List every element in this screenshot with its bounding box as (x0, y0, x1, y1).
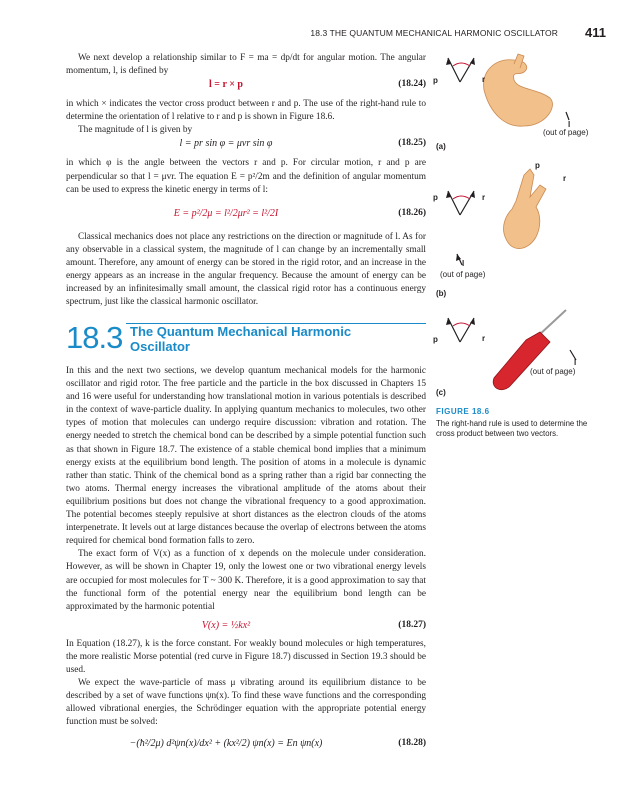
screwdriver-shaft (538, 310, 566, 336)
rotation-arc (453, 323, 470, 326)
label-r: r (482, 193, 486, 202)
label-out-of-page: (out of page) (440, 270, 486, 279)
paragraph: The magnitude of l is given by (78, 125, 193, 136)
label-l: l (574, 358, 577, 367)
label-r: r (563, 174, 567, 183)
body-text-block (66, 365, 426, 755)
panel-label-b: (b) (436, 289, 447, 298)
equation-18-24 (66, 78, 426, 98)
label-r: r (482, 75, 486, 84)
panel-label-c: (c) (436, 388, 446, 397)
section-title-line: Oscillator (130, 339, 190, 354)
screwdriver-illustration (426, 306, 626, 402)
equation-number: (18.24) (398, 79, 426, 90)
rotation-arc (453, 63, 470, 66)
curled-hand-shape (484, 60, 553, 126)
equation-18-28 (66, 729, 426, 755)
running-head-text: 18.3 THE QUANTUM MECHANICAL HARMONIC OSCILLATOR (310, 28, 558, 38)
hand-curl-illustration (426, 50, 626, 150)
panel-label-a: (a) (436, 142, 446, 151)
figure-18-6-c (426, 306, 626, 402)
section-heading (66, 320, 426, 360)
figure-caption-title: FIGURE 18.6 (436, 407, 490, 416)
equation-number: (18.27) (398, 619, 426, 630)
label-p: p (433, 193, 438, 202)
paragraph: We next develop a relationship similar to F = ma = dp/dt for angular motion. The angular momentum, l, is defined by (66, 53, 426, 77)
label-r: r (482, 334, 486, 343)
label-out-of-page: (out of page) (543, 128, 589, 137)
equation-text: l = pr sin φ = μvr sin φ (179, 138, 273, 150)
label-l: l (568, 120, 571, 129)
label-p: p (535, 161, 540, 170)
paragraph: In Equation (18.27), k is the force constant. For weakly bound molecules or high temperatures, the more realistic Morse potential (red curve in Figure 18.7) discussed in Section 19.3 should be used. (66, 638, 426, 675)
figure-18-6-b (426, 155, 626, 300)
equation-number: (18.26) (398, 207, 426, 218)
label-l: l (462, 259, 465, 268)
figure-caption-text: The right-hand rule is used to determine the cross product between two vectors. (436, 419, 588, 438)
pointing-hand-shape (504, 169, 546, 249)
screwdriver-handle (493, 332, 550, 390)
top-text-block (66, 52, 426, 309)
paragraph: In this and the next two sections, we develop quantum mechanical models for the harmonic oscillator and rigid rotor. The free particle and the particle in the box discussed in Chapters 15 and 16 were useful for understanding how translational motion in various potentials is described in the context of wave-particle duality. In applying quantum mechanics to molecules, two other types of motion that molecules can undergo require discussion: vibration and rotation. The energy needed to stretch the chemical bond can be described by a simple potential function such as that shown in Figure 18.7. The existence of a stable chemical bond implies that a minimum energy exists at the equilibrium bond length. The position of atoms in a molecule is dynamic rather than static. Think of the chemical bond as a spring rather than a rigid bar connecting the two atoms. Thermal energy increases the vibrational amplitude of the atoms about their equilibrium positions but does not change the vibrational frequency to a good approximation. The potential becomes steeply repulsive at short distances as the electron clouds of the atoms interpenetrate. It levels out at large distances because the overlap of electrons between the atoms required for chemical bond formation falls to zero. (66, 366, 426, 547)
running-header (0, 18, 626, 44)
page-number: 411 (585, 25, 606, 40)
label-p: p (433, 335, 438, 344)
rotation-arc (453, 196, 470, 199)
vector-l-line (566, 112, 569, 120)
section-title (130, 324, 351, 354)
paragraph: We expect the wave-particle of mass μ vibrating around its equilibrium distance to be described by a set of wave functions ψn(x). To find these wave functions and the corresponding allowed vibrational energies, the Schrödinger equation with the appropriate potential energy function must be solved: (66, 678, 426, 728)
paragraph: in which φ is the angle between the vectors r and p. For circular motion, r and p are perpendicular so that l = μvr. The equation E = p²/2m and the definition of angular momentum can be used to express the kinetic energy in terms of l: (66, 158, 426, 195)
equation-number: (18.28) (398, 738, 426, 749)
label-p: p (433, 76, 438, 85)
equation-text: V(x) = ½kx² (201, 619, 251, 631)
equation-text: l = r × p (209, 79, 243, 91)
equation-18-27 (66, 614, 426, 638)
paragraph: Classical mechanics does not place any restrictions on the direction or magnitude of l. As for any observable in a classical system, the magnitude of l can change by an incrementally small amount. Therefore, any amount of energy can be stored in the rigid rotor, and an increase in the energy appears as an increase in the angular frequency. Because the amount of energy can be increased by an infinitesimally small amount, the classical rigid rotor has a continuous energy spectrum, just like the classical harmonic oscillator. (66, 231, 426, 308)
figure-18-6-a (426, 50, 626, 150)
paragraph: The exact form of V(x) as a function of x depends on the molecule under consideration. However, as will be shown in Chapter 19, only the lowest one or two vibrational energy levels are occupied for most molecules for T ~ 300 K. Therefore, it is a good approximation to say that the functional form of the potential energy near the equilibrium bond length can be approximated by the harmonic potential (66, 549, 426, 612)
equation-18-25 (66, 137, 426, 157)
section-title-line: The Quantum Mechanical Harmonic (130, 324, 352, 339)
label-out-of-page: (out of page) (530, 367, 576, 376)
equation-text: E = p²/2μ = l²/2μr² = l²/2I (173, 207, 279, 219)
paragraph: in which × indicates the vector cross product between r and p. The use of the right-hand rule to determine the orientation of l relative to r and p is shown in Figure 18.6. (66, 99, 426, 123)
equation-18-26 (66, 197, 426, 231)
section-number: 18.3 (66, 320, 123, 355)
equation-number: (18.25) (398, 138, 426, 149)
equation-text: −(ħ²/2μ) d²ψn(x)/dx² + (kx²/2) ψn(x) = En ψn(x) (129, 738, 323, 750)
